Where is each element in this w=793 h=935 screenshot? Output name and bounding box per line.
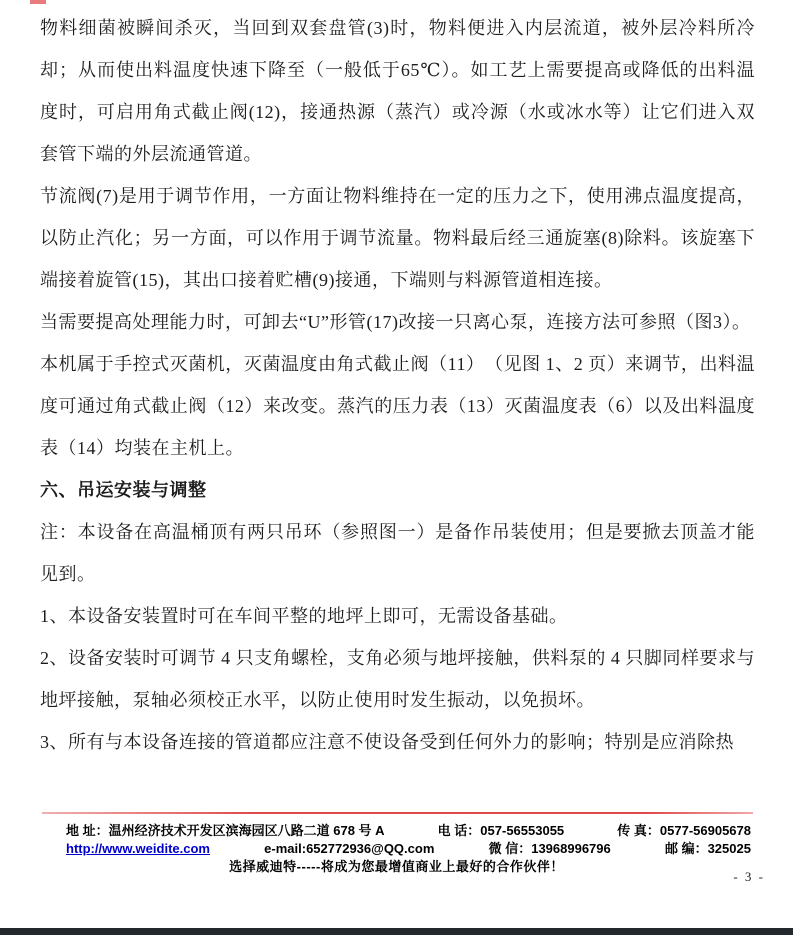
footer-row-1 xyxy=(40,822,753,840)
list-item: 2、设备安装时可调节 4 只支角螺栓，支角必须与地坪接触，供料泵的 4 只脚同样要求与地坪接触，泵轴必须校正水平，以防止使用时发生振动，以免损坏。 xyxy=(40,648,755,710)
section-heading: 六、吊运安装与调整 xyxy=(40,480,207,500)
footer xyxy=(40,822,753,876)
fax-value: 0577-56905678 xyxy=(659,823,751,838)
postal xyxy=(665,840,751,858)
wechat-value: 13968996796 xyxy=(531,841,611,856)
wechat xyxy=(489,840,611,858)
fax-label: 传 真： xyxy=(617,823,660,838)
document-body xyxy=(40,7,755,763)
top-red-mark xyxy=(30,0,46,4)
address-value: 温州经济技术开发区滨海园区八路二道 678 号 A xyxy=(108,823,385,838)
website-link[interactable]: http://www.weidite.com xyxy=(66,841,210,856)
bottom-edge-bar xyxy=(0,928,793,935)
footer-slogan: 选择威迪特-----将成为您最增值商业上最好的合作伙伴！ xyxy=(229,859,564,874)
body-paragraph: 本机属于手控式灭菌机，灭菌温度由角式截止阀（11） （见图 1、2 页）来调节，出料温度可通过角式截止阀（12）来改变。蒸汽的压力表（13）灭菌温度表（6）以及出料温度表（14）均装在主机上。 xyxy=(40,354,755,458)
wechat-label: 微 信： xyxy=(488,841,532,856)
list-item: 1、本设备安装置时可在车间平整的地坪上即可，无需设备基础。 xyxy=(40,606,568,626)
section-note: 注：本设备在高温桶顶有两只吊环（参照图一）是备作吊装使用；但是要掀去顶盖才能见到。 xyxy=(40,522,755,584)
phone-value: 057-56553055 xyxy=(480,823,565,838)
page-number: - 3 - xyxy=(733,869,765,884)
email-text: e-mail:652772936@QQ.com xyxy=(264,841,435,856)
phone-label: 电 话： xyxy=(437,823,481,838)
list-item: 3、所有与本设备连接的管道都应注意不使设备受到任何外力的影响；特别是应消除热 xyxy=(40,732,734,752)
address xyxy=(66,822,385,840)
address-label: 地 址： xyxy=(66,823,109,838)
fax xyxy=(617,822,751,840)
footer-divider xyxy=(42,812,753,814)
body-paragraph: 当需要提高处理能力时，可卸去“U”形管(17)改接一只离心泵，连接方法可参照（图3）。 xyxy=(40,312,751,332)
postal-label: 邮 编： xyxy=(664,841,708,856)
phone xyxy=(438,822,564,840)
body-paragraph: 物料细菌被瞬间杀灭，当回到双套盘管(3)时，物料便进入内层流道，被外层冷料所冷却；从而使出料温度快速下降至（一般低于65℃）。如工艺上需要提高或降低的出料温度时，可启用角式截止阀(12)，接通热源（蒸汽）或冷源（水或冰水等）让它们进入双套管下端的外层流通管道。 xyxy=(40,18,755,164)
body-paragraph: 节流阀(7)是用于调节作用，一方面让物料维持在一定的压力之下，使用沸点温度提高，以防止汽化；另一方面，可以作用于调节流量。物料最后经三通旋塞(8)除料。该旋塞下端接着旋管(15)，其出口接着贮槽(9)接通，下端则与料源管道相连接。 xyxy=(40,186,755,290)
footer-row-2 xyxy=(40,840,753,858)
postal-value: 325025 xyxy=(707,841,751,856)
